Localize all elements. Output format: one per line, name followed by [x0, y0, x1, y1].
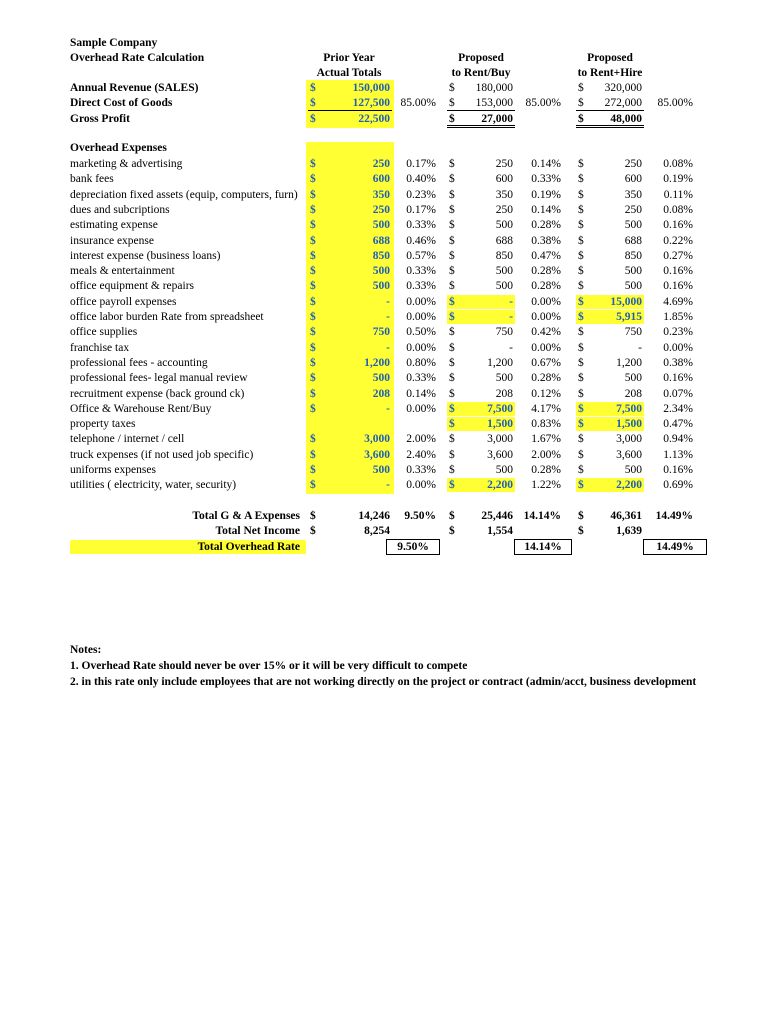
expense-prior-year: -: [386, 479, 390, 492]
expense-pct-rent-hire: 0.69%: [663, 479, 693, 492]
dollar-sign: $: [449, 464, 455, 476]
expense-label: insurance expense: [70, 234, 154, 247]
expense-rent-buy: 1,200: [487, 356, 513, 369]
expense-pct-rent-hire: 0.00%: [663, 341, 693, 354]
dollar-sign: $: [578, 188, 584, 201]
expense-pct-prior-year: 0.57%: [406, 249, 436, 262]
expense-pct-rent-buy: 4.17%: [531, 402, 561, 415]
expense-pct-rent-hire: 0.38%: [663, 356, 693, 369]
dollar-sign: $: [310, 326, 316, 339]
expense-prior-year: 688: [372, 234, 390, 247]
dollar-sign: $: [449, 525, 455, 538]
expense-rent-buy: 7,500: [487, 402, 513, 415]
expense-pct-rent-hire: 0.16%: [663, 372, 693, 385]
expense-pct-prior-year: 0.23%: [406, 188, 436, 201]
expense-label: telephone / internet / cell: [70, 433, 185, 446]
dollar-sign: $: [449, 280, 455, 293]
dollar-sign: $: [310, 341, 316, 354]
dollar-sign: $: [449, 82, 455, 94]
expense-label: recruitment expense (back ground ck): [70, 387, 245, 400]
expense-rent-buy: 3,600: [487, 448, 513, 461]
expense-pct-prior-year: 0.80%: [406, 356, 436, 369]
dollar-sign: $: [310, 525, 316, 538]
total-pct-prior-year: [392, 524, 436, 538]
expense-rent-buy: 500: [495, 219, 513, 232]
expense-prior-year: 3,000: [364, 433, 390, 446]
sheet-title: Overhead Rate Calculation: [70, 52, 205, 64]
expense-rent-buy: 1,500: [487, 418, 513, 431]
dollar-sign: $: [310, 97, 316, 110]
expense-pct-prior-year: 0.17%: [406, 203, 436, 216]
expense-rent-hire: 3,600: [616, 448, 642, 461]
expense-rent-hire: 600: [624, 173, 642, 186]
expense-rent-hire: 5,915: [616, 311, 642, 323]
expense-prior-year: 3,600: [364, 448, 390, 461]
dollar-sign: $: [578, 356, 584, 369]
notes-heading: Notes:: [70, 644, 102, 656]
dollar-sign: $: [578, 387, 584, 400]
dollar-sign: $: [449, 265, 455, 278]
dollar-sign: $: [310, 311, 316, 323]
header-rent-buy-2: to Rent/Buy: [451, 67, 511, 79]
expense-pct-prior-year: 0.33%: [406, 265, 436, 278]
dollar-sign: $: [578, 219, 584, 232]
expense-pct-rent-hire: 0.47%: [663, 418, 693, 431]
overhead-rate-box: 9.50%: [386, 539, 440, 555]
total-rent-hire: 46,361: [610, 510, 642, 522]
dollar-sign: $: [310, 280, 316, 293]
dollar-sign: $: [578, 295, 584, 308]
dollar-sign: $: [310, 249, 316, 262]
total-pct-prior-year: 9.50%: [404, 510, 436, 522]
expense-pct-rent-hire: 0.94%: [663, 433, 693, 446]
expense-prior-year: -: [386, 295, 390, 308]
dollar-sign: $: [449, 188, 455, 201]
dollar-sign: $: [578, 249, 584, 262]
expense-rent-hire: 350: [624, 188, 642, 201]
double-underline-rent-hire: [576, 125, 644, 128]
dollar-sign: $: [578, 326, 584, 339]
expense-rent-hire: 750: [624, 326, 642, 339]
expense-pct-rent-hire: 2.34%: [663, 402, 693, 415]
dollar-sign: $: [578, 433, 584, 446]
expense-pct-prior-year: 0.40%: [406, 173, 436, 186]
value-rent-buy: 27,000: [481, 112, 513, 125]
expense-pct-rent-buy: 0.28%: [531, 372, 561, 385]
dollar-sign: $: [449, 433, 455, 446]
row-label: Annual Revenue (SALES): [70, 82, 199, 94]
expense-prior-year: -: [386, 311, 390, 323]
value-rent-hire: 48,000: [610, 112, 642, 125]
expense-pct-rent-hire: 0.16%: [663, 265, 693, 278]
expense-prior-year: 250: [372, 203, 390, 216]
expense-pct-rent-hire: 0.16%: [663, 280, 693, 293]
expense-rent-hire: 500: [624, 280, 642, 293]
expense-pct-rent-buy: 0.38%: [531, 234, 561, 247]
expense-pct-rent-hire: 4.69%: [663, 295, 693, 308]
dollar-sign: $: [449, 158, 455, 170]
expense-pct-rent-hire: 0.07%: [663, 387, 693, 400]
total-rent-hire: 1,639: [616, 525, 642, 538]
expense-pct-rent-hire: 0.08%: [663, 203, 693, 216]
expense-pct-prior-year: 0.50%: [406, 326, 436, 339]
underline-prior-year: [308, 110, 392, 111]
expense-pct-rent-hire: 1.85%: [663, 311, 693, 323]
expense-label: estimating expense: [70, 219, 158, 232]
expense-label: office equipment & repairs: [70, 280, 195, 293]
value-rent-buy: 180,000: [475, 82, 513, 94]
company-name: Sample Company: [70, 37, 158, 49]
dollar-sign: $: [310, 82, 316, 94]
dollar-sign: $: [578, 97, 584, 110]
expense-rent-hire: -: [638, 341, 642, 354]
pct-rent-hire: [649, 81, 693, 95]
dollar-sign: $: [310, 295, 316, 308]
dollar-sign: $: [310, 173, 316, 186]
dollar-sign: $: [578, 112, 584, 125]
expense-prior-year: 208: [372, 387, 390, 400]
expense-rent-buy: 850: [495, 249, 513, 262]
dollar-sign: $: [449, 311, 455, 323]
dollar-sign: $: [578, 341, 584, 354]
expense-pct-prior-year: 0.00%: [406, 311, 436, 323]
expense-prior-year: 600: [372, 173, 390, 186]
expense-rent-hire: 208: [624, 387, 642, 400]
expense-rent-hire: 250: [624, 203, 642, 216]
expense-prior-year: 250: [372, 158, 390, 170]
expense-pct-rent-hire: 0.22%: [663, 234, 693, 247]
note-line: 1. Overhead Rate should never be over 15% or it will be very difficult to compete: [70, 660, 468, 672]
pct-prior-year: [392, 112, 436, 126]
dollar-sign: $: [578, 479, 584, 492]
expense-prior-year: -: [386, 402, 390, 415]
dollar-sign: $: [310, 448, 316, 461]
expense-rent-buy: -: [509, 295, 513, 308]
expense-prior-year: 500: [372, 372, 390, 385]
dollar-sign: $: [449, 326, 455, 339]
overhead-rate-box: 14.14%: [514, 539, 572, 555]
expense-label: uniforms expenses: [70, 464, 156, 476]
expense-label: depreciation fixed assets (equip, computers, furn): [70, 188, 298, 201]
dollar-sign: $: [578, 234, 584, 247]
dollar-sign: $: [449, 341, 455, 354]
expense-rent-buy: 250: [495, 203, 513, 216]
expense-prior-year: 500: [372, 464, 390, 476]
double-underline-rent-buy: [447, 125, 515, 128]
row-label: Direct Cost of Goods: [70, 97, 173, 110]
pct-rent-buy: 85.00%: [525, 97, 561, 110]
total-rent-buy: 1,554: [487, 525, 513, 538]
expense-rent-hire: 688: [624, 234, 642, 247]
dollar-sign: $: [310, 402, 316, 415]
dollar-sign: $: [310, 510, 316, 522]
expense-rent-hire: 850: [624, 249, 642, 262]
expense-rent-hire: 15,000: [610, 295, 642, 308]
expense-pct-rent-buy: 0.47%: [531, 249, 561, 262]
expense-label: franchise tax: [70, 341, 130, 354]
expense-pct-rent-hire: 1.13%: [663, 448, 693, 461]
expense-pct-rent-buy: 0.14%: [531, 203, 561, 216]
total-pct-rent-hire: 14.49%: [655, 510, 693, 522]
expense-pct-rent-hire: 0.16%: [663, 219, 693, 232]
total-label: Total G & A Expenses: [192, 510, 300, 522]
pct-rent-hire: [649, 112, 693, 126]
total-pct-rent-hire: [649, 524, 693, 538]
total-prior-year: 8,254: [364, 525, 390, 538]
expense-pct-rent-hire: 0.27%: [663, 249, 693, 262]
expense-rent-hire: 2,200: [616, 479, 642, 492]
total-rent-buy: 25,446: [481, 510, 513, 522]
dollar-sign: $: [578, 173, 584, 186]
value-rent-buy: 153,000: [475, 97, 513, 110]
value-rent-hire: 272,000: [604, 97, 642, 110]
expense-pct-rent-buy: 0.83%: [531, 418, 561, 431]
expense-pct-prior-year: 0.46%: [406, 234, 436, 247]
expense-pct-prior-year: 0.33%: [406, 280, 436, 293]
expense-pct-rent-buy: 2.00%: [531, 448, 561, 461]
dollar-sign: $: [578, 418, 584, 431]
expense-prior-year: 500: [372, 280, 390, 293]
expense-rent-hire: 500: [624, 372, 642, 385]
expense-pct-rent-buy: 1.67%: [531, 433, 561, 446]
dollar-sign: $: [449, 219, 455, 232]
expense-pct-prior-year: 0.00%: [406, 479, 436, 492]
header-rent-hire-2: to Rent+Hire: [577, 67, 643, 79]
pct-rent-buy: [517, 112, 561, 126]
dollar-sign: $: [449, 112, 455, 125]
note-line: 2. in this rate only include employees that are not working directly on the project or contract (admin/acct, business development: [70, 675, 697, 688]
expense-rent-hire: 250: [624, 158, 642, 170]
expense-pct-rent-buy: 0.19%: [531, 188, 561, 201]
expense-label: bank fees: [70, 173, 114, 186]
expense-pct-rent-hire: 0.19%: [663, 173, 693, 186]
dollar-sign: $: [449, 510, 455, 522]
expense-rent-buy: 250: [495, 158, 513, 170]
dollar-sign: $: [310, 234, 316, 247]
header-rent-buy-1: Proposed: [458, 52, 504, 64]
expense-rent-buy: 500: [495, 280, 513, 293]
expense-rent-buy: 750: [495, 326, 513, 339]
dollar-sign: $: [310, 433, 316, 446]
total-prior-year: 14,246: [358, 510, 390, 522]
pct-rent-hire: 85.00%: [657, 97, 693, 110]
pct-rent-buy: [517, 81, 561, 95]
dollar-sign: $: [449, 203, 455, 216]
expense-pct-prior-year: 2.00%: [406, 433, 436, 446]
underline-rent-buy: [447, 110, 515, 111]
expense-rent-hire: 1,200: [616, 356, 642, 369]
expense-label: meals & entertainment: [70, 265, 175, 278]
expense-pct-rent-buy: 0.33%: [531, 173, 561, 186]
expense-rent-buy: 208: [495, 387, 513, 400]
expense-label: Office & Warehouse Rent/Buy: [70, 402, 212, 415]
header-prior-year-1: Prior Year: [323, 52, 375, 64]
expense-pct-prior-year: 0.00%: [406, 295, 436, 308]
dollar-sign: $: [449, 448, 455, 461]
dollar-sign: $: [578, 525, 584, 538]
header-rent-hire-1: Proposed: [587, 52, 633, 64]
total-pct-rent-buy: [517, 524, 561, 538]
expense-prior-year: 750: [372, 326, 390, 339]
expense-rent-hire: 7,500: [616, 402, 642, 415]
dollar-sign: $: [310, 112, 316, 125]
expense-label: marketing & advertising: [70, 158, 183, 170]
pct-prior-year: [392, 81, 436, 95]
dollar-sign: $: [310, 387, 316, 400]
dollar-sign: $: [449, 234, 455, 247]
dollar-sign: $: [578, 402, 584, 415]
dollar-sign: $: [449, 387, 455, 400]
pct-prior-year: 85.00%: [400, 97, 436, 110]
dollar-sign: $: [449, 97, 455, 110]
expense-rent-buy: 600: [495, 173, 513, 186]
value-rent-hire: 320,000: [604, 82, 642, 94]
total-pct-rent-buy: 14.14%: [523, 510, 561, 522]
total-label: Total Net Income: [215, 525, 300, 538]
expense-rent-hire: 500: [624, 265, 642, 278]
expense-label: office supplies: [70, 326, 138, 339]
underline-rent-hire: [576, 110, 644, 111]
expense-label: office labor burden Rate from spreadsheet: [70, 311, 264, 323]
dollar-sign: $: [578, 311, 584, 323]
expense-pct-rent-hire: 0.08%: [663, 158, 693, 170]
expense-rent-hire: 3,000: [616, 433, 642, 446]
expense-label: professional fees- legal manual review: [70, 372, 248, 385]
overhead-heading: Overhead Expenses: [70, 142, 167, 154]
dollar-sign: $: [449, 402, 455, 415]
value-prior-year: 22,500: [358, 112, 390, 125]
row-label: Gross Profit: [70, 112, 130, 125]
expense-pct-rent-buy: 0.67%: [531, 356, 561, 369]
expense-prior-year: 350: [372, 188, 390, 201]
dollar-sign: $: [578, 158, 584, 170]
dollar-sign: $: [310, 356, 316, 369]
dollar-sign: $: [578, 203, 584, 216]
dollar-sign: $: [310, 219, 316, 232]
expense-pct-rent-buy: 0.14%: [531, 158, 561, 170]
expense-pct-rent-hire: 0.11%: [663, 188, 693, 201]
overhead-rate-label: Total Overhead Rate: [197, 541, 300, 553]
expense-label: truck expenses (if not used job specific): [70, 448, 254, 461]
value-prior-year: 127,500: [352, 97, 390, 110]
expense-pct-prior-year: 0.00%: [406, 341, 436, 354]
expense-rent-buy: 500: [495, 464, 513, 476]
dollar-sign: $: [449, 249, 455, 262]
expense-pct-rent-buy: 0.12%: [531, 387, 561, 400]
expense-label: dues and subcriptions: [70, 203, 170, 216]
dollar-sign: $: [449, 372, 455, 385]
dollar-sign: $: [310, 188, 316, 201]
expense-pct-rent-buy: 0.00%: [531, 341, 561, 354]
dollar-sign: $: [578, 448, 584, 461]
expense-rent-buy: 688: [495, 234, 513, 247]
expense-label: interest expense (business loans): [70, 249, 221, 262]
expense-prior-year: 850: [372, 249, 390, 262]
dollar-sign: $: [449, 356, 455, 369]
expense-pct-rent-buy: 0.28%: [531, 219, 561, 232]
expense-prior-year: -: [386, 341, 390, 354]
expense-pct-prior-year: 0.17%: [406, 158, 436, 170]
expense-rent-buy: 2,200: [487, 479, 513, 492]
dollar-sign: $: [310, 464, 316, 476]
expense-pct-rent-hire: 0.23%: [663, 326, 693, 339]
expense-rent-buy: 500: [495, 372, 513, 385]
expense-prior-year: 500: [372, 219, 390, 232]
expense-pct-prior-year: 0.33%: [406, 219, 436, 232]
dollar-sign: $: [578, 510, 584, 522]
dollar-sign: $: [449, 173, 455, 186]
overhead-rate-box: 14.49%: [643, 539, 707, 555]
expense-rent-buy: -: [509, 341, 513, 354]
dollar-sign: $: [310, 158, 316, 170]
dollar-sign: $: [578, 265, 584, 278]
dollar-sign: $: [578, 280, 584, 293]
expense-rent-hire: 1,500: [616, 418, 642, 431]
expense-prior-year: [320, 417, 390, 431]
dollar-sign: $: [578, 464, 584, 476]
expense-pct-prior-year: 0.00%: [406, 402, 436, 415]
dollar-sign: $: [449, 418, 455, 431]
expense-pct-prior-year: 0.14%: [406, 387, 436, 400]
expense-pct-prior-year: [392, 417, 436, 431]
expense-label: professional fees - accounting: [70, 356, 208, 369]
value-prior-year: 150,000: [352, 82, 390, 94]
expense-pct-prior-year: 0.33%: [406, 464, 436, 476]
header-prior-year-2: Actual Totals: [316, 67, 382, 79]
expense-rent-buy: 3,000: [487, 433, 513, 446]
expense-rent-buy: 350: [495, 188, 513, 201]
dollar-sign: $: [578, 82, 584, 94]
dollar-sign: $: [310, 479, 316, 492]
expense-pct-rent-buy: 1.22%: [531, 479, 561, 492]
expense-pct-rent-hire: 0.16%: [663, 464, 693, 476]
dollar-sign: $: [310, 372, 316, 385]
expense-label: property taxes: [70, 418, 136, 431]
expense-rent-hire: 500: [624, 219, 642, 232]
expense-pct-prior-year: 0.33%: [406, 372, 436, 385]
dollar-sign: $: [310, 265, 316, 278]
expense-rent-buy: -: [509, 311, 513, 323]
dollar-sign: $: [449, 479, 455, 492]
expense-pct-rent-buy: 0.00%: [531, 311, 561, 323]
expense-prior-year: 500: [372, 265, 390, 278]
expense-pct-rent-buy: 0.00%: [531, 295, 561, 308]
expense-pct-rent-buy: 0.28%: [531, 464, 561, 476]
expense-pct-rent-buy: 0.42%: [531, 326, 561, 339]
expense-pct-rent-buy: 0.28%: [531, 280, 561, 293]
expense-label: utilities ( electricity, water, security): [70, 479, 237, 492]
expense-prior-year: 1,200: [364, 356, 390, 369]
expense-rent-buy: 500: [495, 265, 513, 278]
expense-label: office payroll expenses: [70, 295, 177, 308]
expense-pct-rent-buy: 0.28%: [531, 265, 561, 278]
expense-rent-hire: 500: [624, 464, 642, 476]
dollar-sign: $: [310, 203, 316, 216]
expense-pct-prior-year: 2.40%: [406, 448, 436, 461]
dollar-sign: $: [578, 372, 584, 385]
dollar-sign: $: [449, 295, 455, 308]
